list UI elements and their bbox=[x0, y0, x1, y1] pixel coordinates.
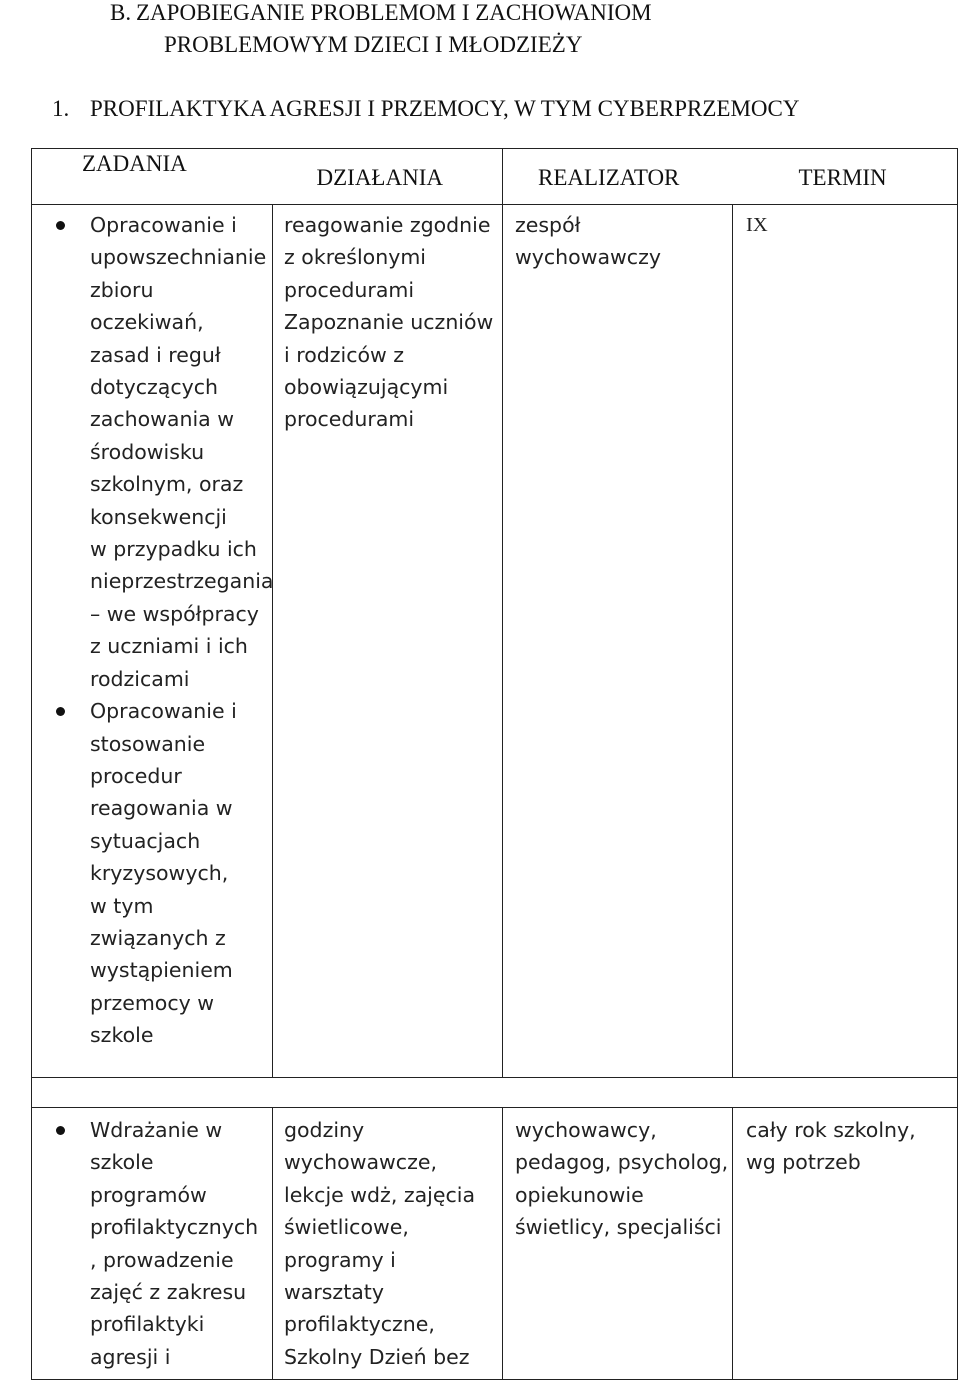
list-item: Wdrażanie w szkole programów profilaktycznych , prowadzenie zajęć z zakresu profilaktyki agresji i bbox=[32, 1114, 272, 1373]
subsection-number: 1. bbox=[52, 96, 70, 121]
header-executor: REALIZATOR bbox=[503, 149, 733, 205]
table-header-row bbox=[32, 149, 958, 205]
list-item: Opracowanie i stosowanie procedur reagowania w sytuacjach kryzysowych, w tym związanych z wystąpieniem przemocy w szkole bbox=[32, 695, 272, 1051]
section-title-line-1: ZAPOBIEGANIE PROBLEMOM I ZACHOWANIOM bbox=[136, 0, 652, 25]
section-letter: B. bbox=[110, 0, 132, 25]
cell-actions: godziny wychowawcze, lekcje wdż, zajęcia świetlicowe, programy i warsztaty profilaktyczne, Szkolny Dzień bez bbox=[273, 1108, 503, 1380]
cell-executor: wychowawcy, pedagog, psycholog, opiekunowie świetlicy, specjaliści bbox=[503, 1108, 733, 1380]
task-table bbox=[31, 148, 958, 1380]
subsection-title: PROFILAKTYKA AGRESJI I PRZEMOCY, W TYM CYBERPRZEMOCY bbox=[90, 96, 800, 121]
subsection-heading-1 bbox=[52, 93, 952, 125]
bullet-icon bbox=[56, 707, 65, 716]
cell-tasks bbox=[32, 205, 273, 1078]
list-item: Opracowanie i upowszechnianie zbioru oczekiwań, zasad i reguł dotyczących zachowania w środowisku szkolnym, oraz konsekwencji w przypadku ich nieprzestrzegania – we współpracy z uczniami i ich rodzicami bbox=[32, 209, 272, 695]
cell-executor: zespół wychowawczy bbox=[503, 205, 733, 1078]
table-row bbox=[32, 1108, 958, 1380]
section-title-line-2: PROBLEMOWYM DZIECI I MŁODZIEŻY bbox=[164, 32, 583, 57]
cell-deadline: cały rok szkolny, wg potrzeb bbox=[733, 1108, 958, 1380]
table-spacer-row bbox=[32, 1078, 958, 1108]
header-deadline: TERMIN bbox=[733, 149, 958, 205]
header-tasks: ZADANIA bbox=[32, 149, 273, 205]
bullet-icon bbox=[56, 221, 65, 230]
cell-deadline: IX bbox=[733, 205, 958, 1078]
cell-actions: reagowanie zgodnie z określonymi procedurami Zapoznanie uczniów i rodziców z obowiązującymi procedurami bbox=[273, 205, 503, 1078]
header-actions: DZIAŁANIA bbox=[273, 149, 503, 205]
section-heading-b bbox=[110, 0, 940, 61]
bullet-icon bbox=[56, 1126, 65, 1135]
cell-tasks bbox=[32, 1108, 273, 1380]
table-row bbox=[32, 205, 958, 1078]
